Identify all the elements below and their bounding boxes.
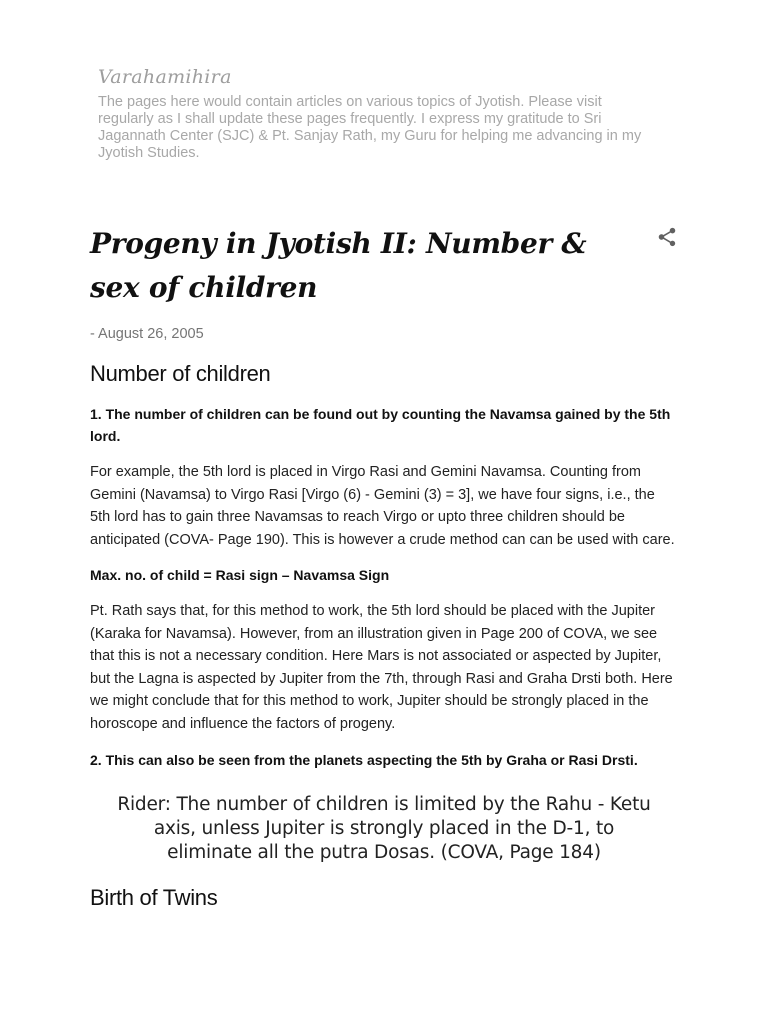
blog-header	[98, 66, 658, 162]
rath-paragraph: Pt. Rath says that, for this method to work, the 5th lord should be placed with the Jupiter (Karaka for Navamsa). However, from an illustration given in Page 200 of COVA, we see that this is not a necessary condition. Here Mars is not associated or aspected by Jupiter, but the Lagna is aspected by Jupiter from the 7th, through Rasi and Graha Drsti both. Here we might conclude that for this method to work, Jupiter should be strongly placed in the horoscope and influence the factors of progeny.	[90, 603, 673, 732]
blog-description: The pages here would contain articles on various topics of Jyotish. Please visit regularly as I shall update these pages frequently. I express my gratitude to Sri Jagannath Center (SJC) & Pt. Sanjay Rath, my Guru for helping me advancing in my Jyotish Studies.	[98, 94, 642, 161]
point-1: 1. The number of children can be found out by counting the Navamsa gained by the 5th lord.	[90, 406, 671, 444]
share-icon[interactable]	[656, 226, 678, 248]
post-date: - August 26, 2005	[90, 326, 204, 342]
example-paragraph: For example, the 5th lord is placed in Virgo Rasi and Gemini Navamsa. Counting from Gemini (Navamsa) to Virgo Rasi [Virgo (6) - Gemini (3) = 3], we have four signs, i.e., the 5th lord has to gain three Navamsas to reach Virgo or upto three children should be anticipated (COVA- Page 190). This is however a crude method can can be used with care.	[90, 464, 675, 548]
point-2: 2. This can also be seen from the planets aspecting the 5th by Graha or Rasi Drsti.	[90, 752, 638, 768]
post-title: Progeny in Jyotish II: Number & sex of children	[90, 227, 587, 304]
heading-number-of-children: Number of children	[90, 361, 271, 386]
post	[90, 222, 678, 911]
rider-quote: Rider: The number of children is limited by the Rahu - Ketu axis, unless Jupiter is strongly placed in the D-1, to eliminate all the putra Dosas. (COVA, Page 184)	[117, 794, 651, 863]
formula: Max. no. of child = Rasi sign – Navamsa Sign	[90, 567, 390, 583]
blog-title[interactable]: Varahamihira	[98, 66, 232, 88]
heading-birth-of-twins: Birth of Twins	[90, 885, 218, 910]
